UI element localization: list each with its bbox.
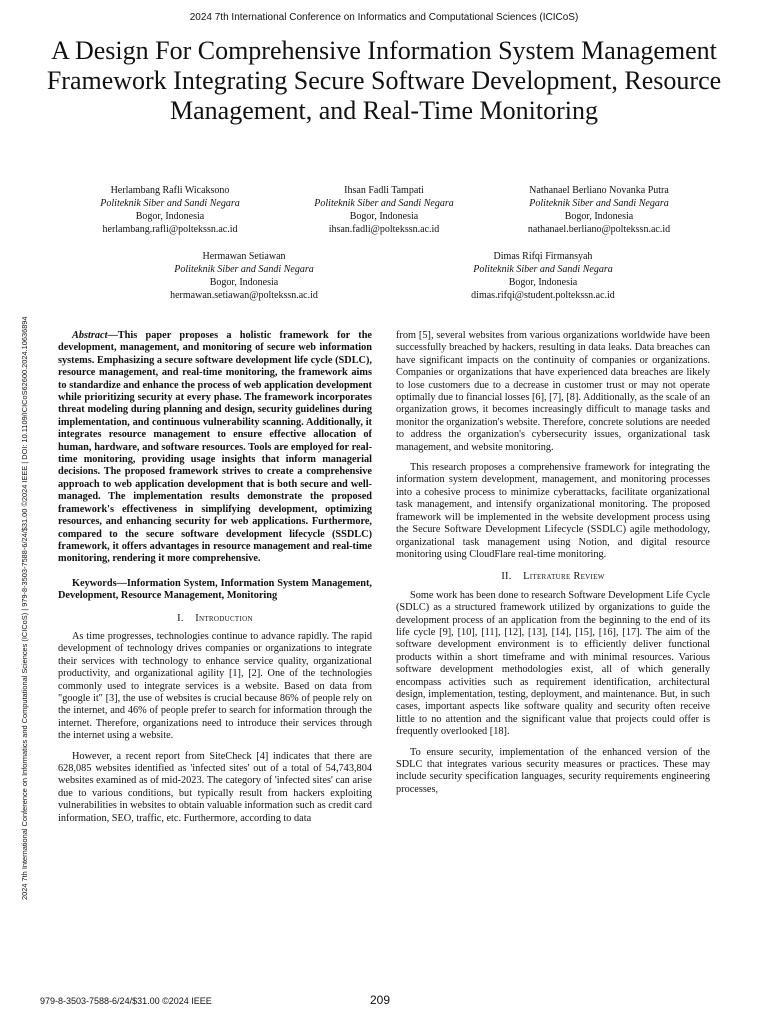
paragraph: To ensure security, implementation of the enhanced version of the SDLC that integrates various security measures or practices. These may include security specification languages, security requirements engineering processes, [396, 746, 710, 795]
footer-copyright: 979-8-3503-7588-6/24/$31.00 ©2024 IEEE [40, 996, 212, 1006]
author-affiliation: Politeknik Siber and Sandi Negara [529, 198, 669, 209]
section-number: II. [501, 571, 512, 583]
doi-side-note-text: 2024 7th International Conference on Informatics and Computational Sciences (ICICoS) | 979-8-3503-7588-6/24/$31.00 ©2024 IEEE | DOI: 10.1109/ICICoS62600.2024.10636894 [20, 316, 29, 900]
author-name: Nathanael Berliano Novanka Putra [529, 185, 669, 196]
author-block [496, 184, 702, 236]
paragraph: This research proposes a comprehensive framework for integrating the information system development, management, and monitoring processes into a cohesive process to minimize cyberattacks, facilitate organizational task management, and intensify organizational monitoring. The proposed framework will be implemented in the website development process using the Secure Software Development Lifecycle (SSDLC) agile methodology, organizational task management using Notion, and digital resource monitoring using CloudFlare real-time monitoring. [396, 462, 710, 560]
author-email: herlambang.rafli@poltekssn.ac.id [102, 224, 238, 235]
doi-side-note [6, 160, 32, 900]
section-title: Introduction [195, 612, 253, 624]
author-name: Herlambang Rafli Wicaksono [110, 185, 230, 196]
paragraph: Some work has been done to research Software Development Life Cycle (SDLC) as a structured framework utilized by organizations to guide the development process of an application from the beginning to the end of its life cycle [9], [10], [11], [12], [13], [14], [15], [16], [17]. The aim of the software development environment is to efficiently deliver functional products within a short timeframe and with minimal resources. Various software development methodologies exist, all of which generally encompass activities such as requirement identification, architectural design, implementation, testing, deployment, and maintenance. But, in such cases, important aspects like software quality and security often receive little to no attention and the significant value that projects could offer is frequently overlooked [18]. [396, 589, 710, 738]
author-block [124, 250, 364, 302]
author-name: Ihsan Fadli Tampati [344, 185, 424, 196]
author-affiliation: Politeknik Siber and Sandi Negara [174, 264, 314, 275]
abstract-text: —This paper proposes a holistic framework for the development, management, and monitoring of secure web information systems. Emphasizing a secure software development life cycle (SDLC), resource management, and real-time monitoring, the framework aims to standardize and enhance the process of web application development while prioritizing security at every phase. The framework incorporates threat modeling during planning and design, security guidelines during implementation, and continuous vulnerability scanning. Additionally, it integrates resource management to ensure effective allocation of human, hardware, and software resources. Tools are employed for real-time monitoring, providing usage insights that inform managerial decisions. The proposed framework strives to create a comprehensive approach to web application development that is both secure and well-managed. The implementation results demonstrate the proposed framework's effectiveness in simplifying development, optimizing resources, and enhancing security for web applications. Furthermore, compared to the secure software development lifecycle (SSDLC) framework, it offers advantages in resource management and real-time monitoring, rendering it more comprehensive. [58, 330, 372, 565]
paper-title: A Design For Comprehensive Information System Management Framework Integrating Secure Software Development, Resource Management, and Real-Time Monitoring [46, 36, 722, 125]
author-affiliation: Politeknik Siber and Sandi Negara [473, 264, 613, 275]
section-heading-literature-review [396, 571, 710, 583]
abstract-lead: Abstract [72, 330, 108, 341]
paragraph: from [5], several websites from various organizations worldwide have been successfully breached by hackers, resulting in data leaks. Data breaches can have significant impacts on the continuity of companies or organizations. Companies or organizations that have experienced data breaches are likely to lose customers due to a decrease in customer trust or may not operate optimally due to financial losses [6], [7], [8]. Additionally, as the scale of an organization grows, it becomes increasingly difficult to manage tasks and monitor the organization's website. Therefore, concrete solutions are needed to address the organization's cybersecurity issues, organizational task management, and website monitoring. [396, 330, 710, 453]
author-block [70, 184, 270, 236]
author-email: hermawan.setiawan@poltekssn.ac.id [170, 290, 318, 301]
conference-header: 2024 7th International Conference on Informatics and Computational Sciences (ICICoS) [189, 12, 579, 23]
author-affiliation: Politeknik Siber and Sandi Negara [314, 198, 454, 209]
section-heading-introduction [58, 613, 372, 625]
author-email: ihsan.fadli@poltekssn.ac.id [328, 224, 440, 235]
author-email: dimas.rifqi@student.poltekssn.ac.id [471, 290, 615, 301]
author-location: Bogor, Indonesia [508, 277, 578, 288]
right-column [396, 330, 710, 804]
author-email: nathanael.berliano@poltekssn.ac.id [527, 224, 671, 235]
author-location: Bogor, Indonesia [564, 211, 634, 222]
author-location: Bogor, Indonesia [135, 211, 205, 222]
author-location: Bogor, Indonesia [209, 277, 279, 288]
paragraph: As time progresses, technologies continue to advance rapidly. The rapid development of technology drives companies or organizations to integrate their services with technology to enhance service quality, organizational productivity, and organizational agility [1], [2]. One of the technologies commonly used to integrate services is a website. Based on data from "google it" [3], the use of websites is crucial because 86% of people rely on the internet, and 46% of people prefer to search for information through the internet. Therefore, organizations need to introduce their services through the internet using a website. [58, 630, 372, 742]
author-name: Dimas Rifqi Firmansyah [493, 251, 593, 262]
author-block [284, 184, 484, 236]
author-location: Bogor, Indonesia [349, 211, 419, 222]
section-number: I. [177, 612, 184, 624]
page-number: 209 [370, 993, 391, 1007]
section-title: Literature Review [523, 571, 605, 583]
keywords: Keywords—Information System, Information System Management, Development, Resource Management, Monitoring [58, 577, 372, 602]
left-column [58, 330, 372, 833]
abstract [58, 330, 372, 566]
author-name: Hermawan Setiawan [202, 251, 286, 262]
paragraph: However, a recent report from SiteCheck [4] indicates that there are 628,085 websites identified as 'infected sites' out of a total of 54,743,804 websites examined as of mid-2023. The category of 'infected sites' can arise due to various conditions, but typically result from hackers exploiting vulnerabilities in websites to obtain valuable information such as credit card information, SEO, traffic, etc. Furthermore, according to data [58, 750, 372, 824]
author-block [420, 250, 666, 302]
author-affiliation: Politeknik Siber and Sandi Negara [100, 198, 240, 209]
